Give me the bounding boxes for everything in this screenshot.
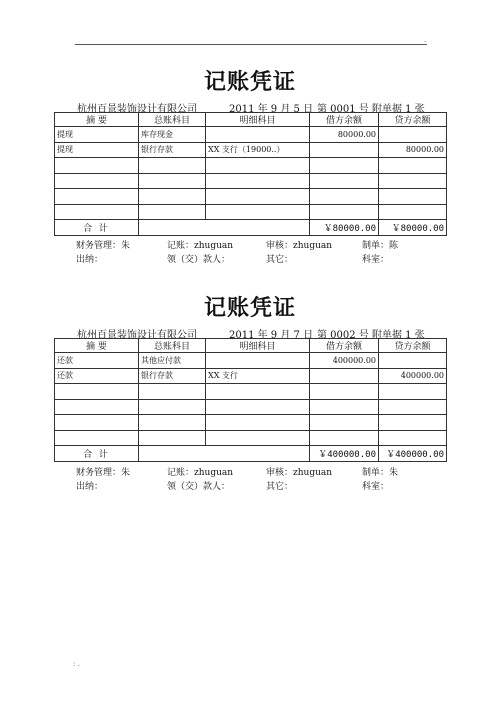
- cell-debit: 80000.00: [310, 127, 379, 143]
- cell-debit: [310, 189, 379, 205]
- cell-detail-account: [206, 173, 310, 189]
- sign-finance-manager: 财务管理：朱: [76, 241, 131, 251]
- voucher-number: 第 0001 号 附单据 1 张: [317, 104, 425, 115]
- cell-general-account: [139, 430, 206, 446]
- sign-auditor: 审核：zhuguan: [266, 468, 333, 478]
- cell-credit: 80000.00: [379, 142, 447, 158]
- table-row: [55, 173, 447, 189]
- sign-cashier: 出纳：: [76, 482, 104, 492]
- cell-debit: 400000.00: [310, 353, 379, 369]
- company-name: 杭州百景装饰设计有限公司: [77, 330, 197, 341]
- cell-detail-account: [206, 158, 310, 174]
- voucher-date: 2011 年 9 月 5 日: [229, 104, 314, 115]
- cell-summary: [55, 189, 139, 205]
- total-blank: [139, 220, 310, 236]
- total-row: [55, 446, 447, 462]
- cell-credit: [379, 399, 447, 415]
- sign-bookkeeper: 记账：zhuguan: [167, 241, 234, 251]
- cell-summary: [55, 158, 139, 174]
- table-row: [55, 127, 447, 143]
- col-header-summary: 摘 要: [55, 113, 139, 127]
- table-row: [55, 204, 447, 220]
- table-row: [55, 399, 447, 415]
- col-header-general-account: 总账科目: [139, 339, 206, 353]
- cell-credit: [379, 415, 447, 431]
- table-row: [55, 368, 447, 384]
- cell-general-account: [139, 158, 206, 174]
- cell-general-account: 其他应付款: [139, 353, 206, 369]
- cell-general-account: [139, 415, 206, 431]
- voucher-number: 第 0002 号 附单据 1 张: [317, 330, 425, 341]
- sign-bookkeeper: 记账：zhuguan: [167, 468, 234, 478]
- page-top-rule: [75, 44, 427, 45]
- cell-summary: [55, 399, 139, 415]
- cell-detail-account: [206, 399, 310, 415]
- table-row: [55, 353, 447, 369]
- col-header-detail-account: 明细科目: [206, 113, 310, 127]
- cell-summary: [55, 204, 139, 220]
- cell-credit: [379, 430, 447, 446]
- voucher-table: [54, 112, 447, 236]
- cell-credit: [379, 384, 447, 400]
- cell-credit: [379, 353, 447, 369]
- total-debit: ￥400000.00: [310, 446, 379, 462]
- cell-debit: [310, 158, 379, 174]
- cell-credit: [379, 189, 447, 205]
- sign-department: 科室：: [362, 482, 390, 492]
- cell-summary: [55, 384, 139, 400]
- cell-detail-account: [206, 415, 310, 431]
- cell-debit: [310, 399, 379, 415]
- cell-debit: [310, 430, 379, 446]
- sign-finance-manager: 财务管理：朱: [76, 468, 131, 478]
- sign-cashier: 出纳：: [76, 255, 104, 265]
- cell-debit: [310, 173, 379, 189]
- cell-general-account: [139, 189, 206, 205]
- table-row: [55, 430, 447, 446]
- sign-payee: 领（交）款人：: [167, 482, 231, 492]
- cell-general-account: 库存现金: [139, 127, 206, 143]
- cell-credit: [379, 158, 447, 174]
- table-row: [55, 189, 447, 205]
- sign-other: 其它：: [266, 482, 294, 492]
- col-header-credit: 贷方余额: [379, 113, 447, 127]
- voucher-title: 记账凭证: [203, 69, 296, 95]
- col-header-detail-account: 明细科目: [206, 339, 310, 353]
- sign-preparer: 制单：朱: [362, 468, 399, 478]
- total-debit: ￥80000.00: [310, 220, 379, 236]
- cell-general-account: [139, 204, 206, 220]
- sign-other: 其它：: [266, 255, 294, 265]
- page-top-mark: .: [424, 36, 427, 44]
- sign-preparer: 制单：陈: [362, 241, 399, 251]
- cell-summary: [55, 430, 139, 446]
- table-row: [55, 415, 447, 431]
- cell-summary: 还款: [55, 368, 139, 384]
- cell-debit: [310, 142, 379, 158]
- col-header-general-account: 总账科目: [139, 113, 206, 127]
- company-name: 杭州百景装饰设计有限公司: [77, 104, 197, 115]
- cell-general-account: 银行存款: [139, 142, 206, 158]
- cell-debit: [310, 415, 379, 431]
- cell-summary: [55, 173, 139, 189]
- col-header-summary: 摘 要: [55, 339, 139, 353]
- table-row: [55, 142, 447, 158]
- col-header-debit: 借方余额: [310, 339, 379, 353]
- total-label: 合 计: [55, 220, 139, 236]
- cell-credit: 400000.00: [379, 368, 447, 384]
- voucher-date: 2011 年 9 月 7 日: [229, 330, 314, 341]
- total-label: 合 计: [55, 446, 139, 462]
- col-header-debit: 借方余额: [310, 113, 379, 127]
- total-credit: ￥400000.00: [379, 446, 447, 462]
- voucher-table: [54, 338, 447, 462]
- cell-general-account: [139, 399, 206, 415]
- total-row: [55, 220, 447, 236]
- cell-detail-account: [206, 384, 310, 400]
- cell-summary: 提现: [55, 127, 139, 143]
- total-credit: ￥80000.00: [379, 220, 447, 236]
- cell-credit: [379, 204, 447, 220]
- cell-detail-account: [206, 353, 310, 369]
- cell-general-account: 银行存款: [139, 368, 206, 384]
- table-row: [55, 384, 447, 400]
- cell-credit: [379, 127, 447, 143]
- col-header-credit: 贷方余额: [379, 339, 447, 353]
- cell-detail-account: [206, 204, 310, 220]
- cell-general-account: [139, 173, 206, 189]
- cell-general-account: [139, 384, 206, 400]
- sign-department: 科室：: [362, 255, 390, 265]
- cell-detail-account: XX 支行: [206, 368, 310, 384]
- cell-detail-account: [206, 127, 310, 143]
- total-blank: [139, 446, 310, 462]
- cell-summary: 还款: [55, 353, 139, 369]
- cell-debit: [310, 204, 379, 220]
- cell-credit: [379, 173, 447, 189]
- table-header-row: [55, 339, 447, 353]
- cell-debit: [310, 384, 379, 400]
- sign-payee: 领（交）款人：: [167, 255, 231, 265]
- table-header-row: [55, 113, 447, 127]
- table-row: [55, 158, 447, 174]
- page-footer-mark: : .: [73, 660, 80, 668]
- cell-summary: 提现: [55, 142, 139, 158]
- sign-auditor: 审核：zhuguan: [266, 241, 333, 251]
- cell-summary: [55, 415, 139, 431]
- cell-detail-account: XX 支行（19000..）: [206, 142, 310, 158]
- cell-detail-account: [206, 430, 310, 446]
- cell-debit: [310, 368, 379, 384]
- cell-detail-account: [206, 189, 310, 205]
- voucher-title: 记账凭证: [203, 295, 296, 321]
